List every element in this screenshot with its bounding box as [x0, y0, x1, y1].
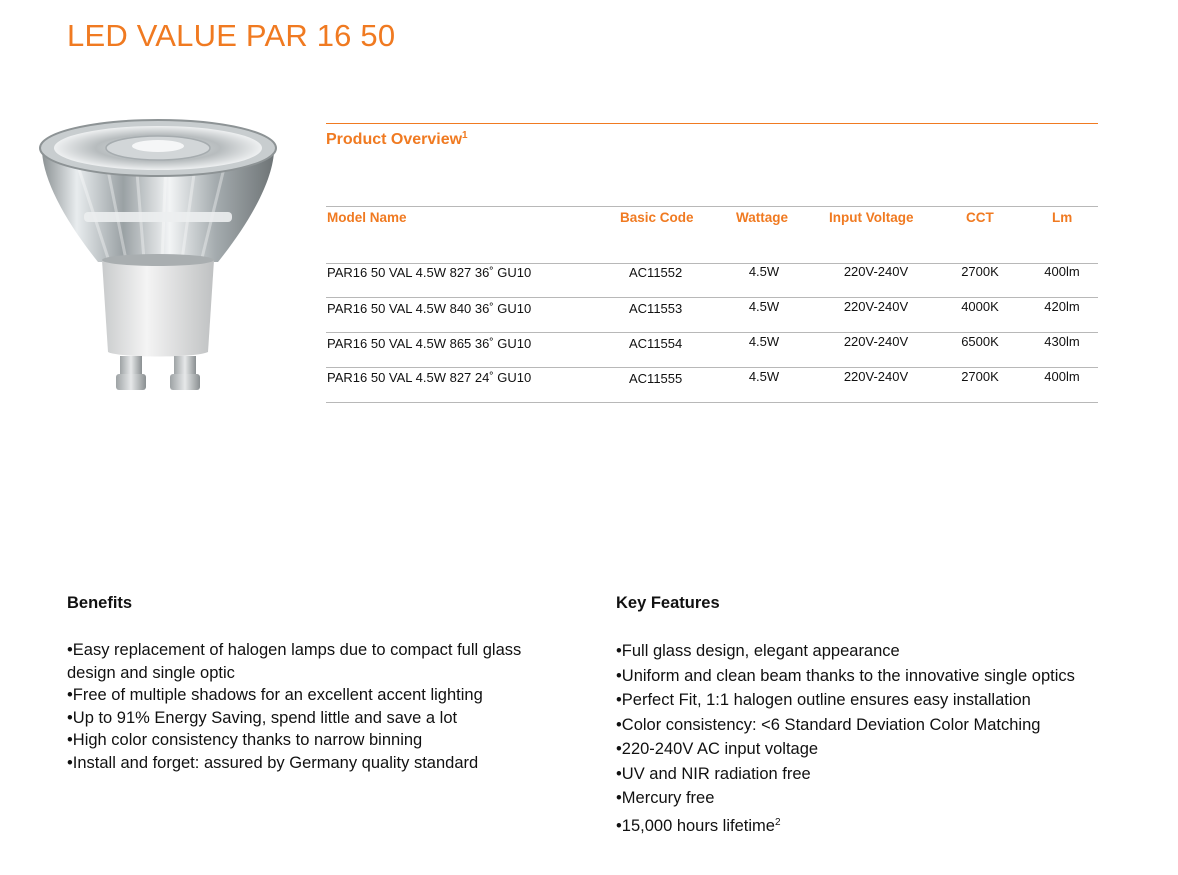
input-voltage-cell: 220V-240V — [843, 334, 909, 349]
col-header-wattage: Wattage — [736, 210, 789, 225]
wattage-cell: 4.5W — [748, 334, 780, 349]
key-features-list — [616, 639, 1156, 838]
key-features-heading: Key Features — [616, 594, 720, 612]
header-top-rule — [326, 206, 1098, 207]
col-header-lm: Lm — [1052, 210, 1073, 225]
lm-cell: 430lm — [1044, 334, 1080, 349]
model-name-cell: PAR16 50 VAL 4.5W 865 36˚ GU10 — [327, 336, 532, 351]
basic-code-cell: AC11554 — [629, 336, 683, 351]
model-name-cell: PAR16 50 VAL 4.5W 827 36˚ GU10 — [327, 265, 532, 280]
col-header-cct: CCT — [966, 210, 994, 225]
cct-cell: 4000K — [961, 299, 999, 314]
overview-top-rule — [326, 123, 1098, 124]
basic-code-cell: AC11555 — [629, 371, 683, 386]
list-item: •Up to 91% Energy Saving, spend little and save a lot — [67, 708, 458, 727]
col-header-model-name: Model Name — [327, 210, 407, 225]
basic-code-cell: AC11553 — [629, 301, 683, 316]
list-item: •Color consistency: <6 Standard Deviation Color Matching — [616, 715, 1041, 734]
row-rule — [326, 332, 1098, 333]
model-name-cell: PAR16 50 VAL 4.5W 840 36˚ GU10 — [327, 301, 532, 316]
list-item: •220-240V AC input voltage — [616, 740, 819, 758]
lm-cell: 400lm — [1044, 369, 1080, 384]
row-rule — [326, 297, 1098, 298]
list-item: •Perfect Fit, 1:1 halogen outline ensures easy installation — [616, 691, 1031, 709]
input-voltage-cell: 220V-240V — [843, 299, 909, 314]
cct-cell: 6500K — [961, 334, 999, 349]
basic-code-cell: AC11552 — [629, 265, 683, 280]
col-header-basic-code: Basic Code — [620, 210, 694, 225]
col-header-input-voltage: Input Voltage — [829, 210, 914, 225]
lm-cell: 420lm — [1044, 299, 1080, 314]
wattage-cell: 4.5W — [748, 264, 780, 279]
list-item: •Easy replacement of halogen lamps due to compact full glass design and single optic — [67, 641, 522, 682]
list-item: •UV and NIR radiation free — [616, 764, 811, 783]
cct-cell: 2700K — [961, 369, 999, 384]
benefits-heading: Benefits — [67, 594, 133, 612]
list-item: •Mercury free — [616, 789, 715, 807]
row-rule — [326, 402, 1098, 403]
list-item: •Install and forget: assured by Germany quality standard — [67, 753, 479, 772]
model-name-cell: PAR16 50 VAL 4.5W 827 24˚ GU10 — [327, 370, 532, 385]
list-item: •Uniform and clean beam thanks to the innovative single optics — [616, 666, 1075, 685]
overview-heading: Product Overview$^1$ — [326, 130, 468, 148]
input-voltage-cell: 220V-240V — [843, 264, 909, 279]
lamp-product-image — [36, 112, 282, 398]
input-voltage-cell: 220V-240V — [843, 369, 909, 384]
row-rule — [326, 367, 1098, 368]
cct-cell: 2700K — [961, 264, 999, 279]
wattage-cell: 4.5W — [748, 369, 780, 384]
list-item: •15,000 hours lifetime$^2$ — [616, 816, 781, 835]
list-item: •High color consistency thanks to narrow binning — [67, 731, 423, 749]
wattage-cell: 4.5W — [748, 299, 780, 314]
lm-cell: 400lm — [1044, 264, 1080, 279]
list-item: •Full glass design, elegant appearance — [616, 642, 900, 660]
benefits-list — [67, 639, 557, 774]
list-item: •Free of multiple shadows for an excellent accent lighting — [67, 686, 483, 704]
page-title: LED VALUE PAR 16 50 — [67, 18, 396, 53]
